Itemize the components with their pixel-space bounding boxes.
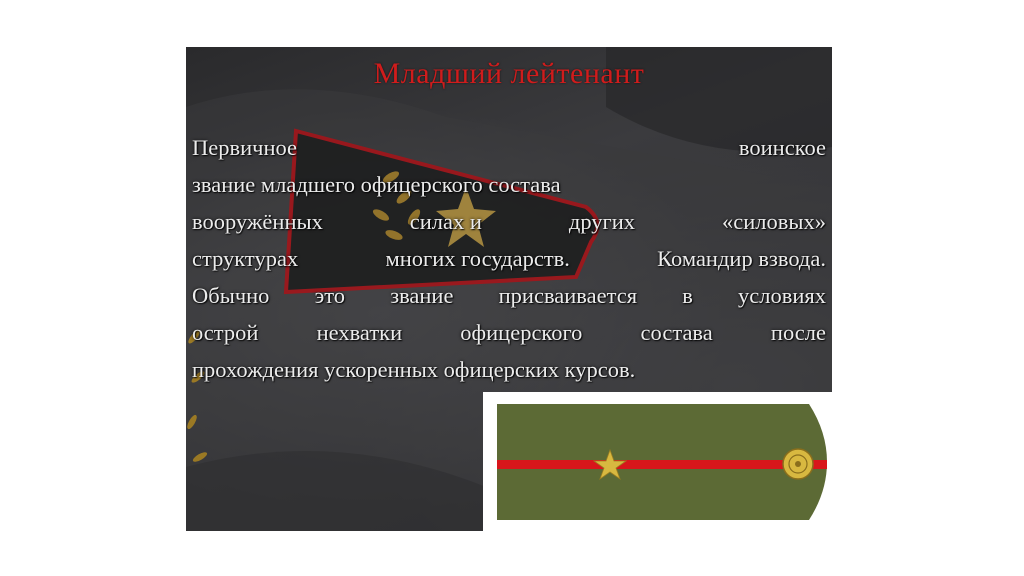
- body-line: звание младшего офицерского состава: [192, 172, 561, 197]
- body-word: после: [770, 320, 826, 345]
- emblem-button-icon: [783, 449, 813, 479]
- body-word: Командир взвода.: [657, 246, 826, 271]
- shoulder-strap-illustration: [483, 392, 832, 531]
- slide-body-text: [192, 129, 826, 388]
- body-word: воинское: [738, 135, 826, 160]
- body-word: «силовых»: [721, 209, 826, 234]
- body-line: [192, 203, 826, 240]
- shoulder-strap-panel: [483, 392, 832, 531]
- body-word: многих государств.: [385, 246, 570, 271]
- body-word: Первичное: [192, 135, 298, 160]
- body-line: [192, 277, 826, 314]
- body-word: присваивается: [498, 283, 638, 308]
- body-word: офицерского: [460, 320, 583, 345]
- body-word: Обычно: [192, 283, 270, 308]
- body-word: силах и: [409, 209, 482, 234]
- body-word: нехватки: [316, 320, 403, 345]
- body-line: [192, 129, 826, 166]
- body-word: в: [682, 283, 693, 308]
- shoulder-strap-stripe: [497, 460, 827, 469]
- body-line: [192, 314, 826, 351]
- slide-title: Младший лейтенант: [373, 57, 645, 90]
- body-line: [192, 240, 826, 277]
- body-word: структурах: [192, 246, 299, 271]
- body-word: острой: [192, 320, 259, 345]
- body-word: это: [314, 283, 346, 308]
- body-word: других: [568, 209, 636, 234]
- body-word: вооружённых: [192, 209, 323, 234]
- body-word: звание: [390, 283, 454, 308]
- body-word: состава: [640, 320, 713, 345]
- body-line: прохождения ускоренных офицерских курсов.: [192, 357, 636, 382]
- body-word: условиях: [737, 283, 826, 308]
